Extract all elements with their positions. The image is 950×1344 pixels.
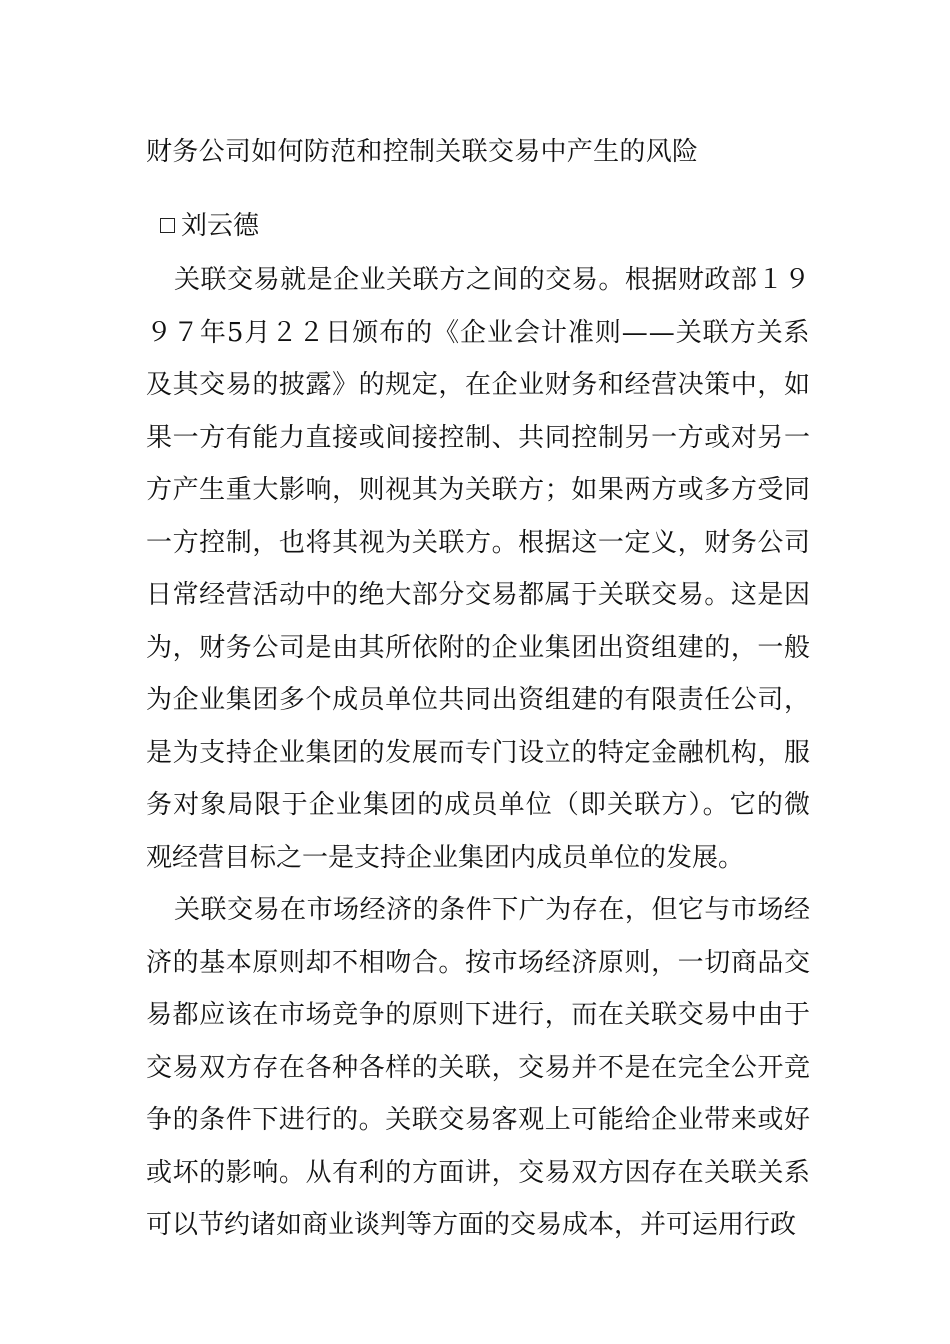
text-line: 务对象局限于企业集团的成员单位（即关联方）。它的微	[146, 790, 812, 820]
text-line: 为，财务公司是由其所依附的企业集团出资组建的，一般	[146, 632, 811, 663]
text-line: 是为支持企业集团的发展而专门设立的特定金融机构，服	[146, 737, 811, 768]
text-line: 易都应该在市场竞争的原则下进行，而在关联交易中由于	[146, 1000, 811, 1030]
checkbox-square-icon	[160, 218, 175, 233]
text-line: 交易双方存在各种各样的关联，交易并不是在完全公开竞	[146, 1052, 811, 1083]
text-line: 争的条件下进行的。关联交易客观上可能给企业带来或好	[146, 1105, 811, 1135]
text-line: 济的基本原则却不相吻合。按市场经济原则，一切商品交	[146, 947, 811, 978]
text-line: 关联交易在市场经济的条件下广为存在，但它与市场经	[174, 895, 811, 925]
document-title: 财务公司如何防范和控制关联交易中产生的风险	[146, 137, 699, 167]
text-line: 及其交易的披露》的规定，在企业财务和经营决策中，如	[146, 370, 811, 400]
text-line: 关联交易就是企业关联方之间的交易。根据财政部１９	[174, 265, 811, 295]
text-line: 日常经营活动中的绝大部分交易都属于关联交易。这是因	[146, 580, 811, 610]
text-line: 一方控制，也将其视为关联方。根据这一定义，财务公司	[146, 527, 811, 558]
text-line: 为企业集团多个成员单位共同出资组建的有限责任公司，	[146, 685, 811, 715]
author-name: 刘云德	[181, 211, 260, 241]
text-line: ９７年5月２２日颁布的《企业会计准则——关联方关系	[146, 317, 811, 348]
text-line: 观经营目标之一是支持企业集团内成员单位的发展。	[146, 842, 745, 873]
author-line	[160, 208, 259, 244]
text-line: 方产生重大影响，则视其为关联方；如果两方或多方受同	[146, 475, 811, 505]
text-line: 或坏的影响。从有利的方面讲，交易双方因存在关联关系	[146, 1157, 811, 1188]
text-line: 果一方有能力直接或间接控制、共同控制另一方或对另一	[146, 422, 811, 453]
text-line: 可以节约诸如商业谈判等方面的交易成本，并可运用行政	[146, 1210, 797, 1240]
